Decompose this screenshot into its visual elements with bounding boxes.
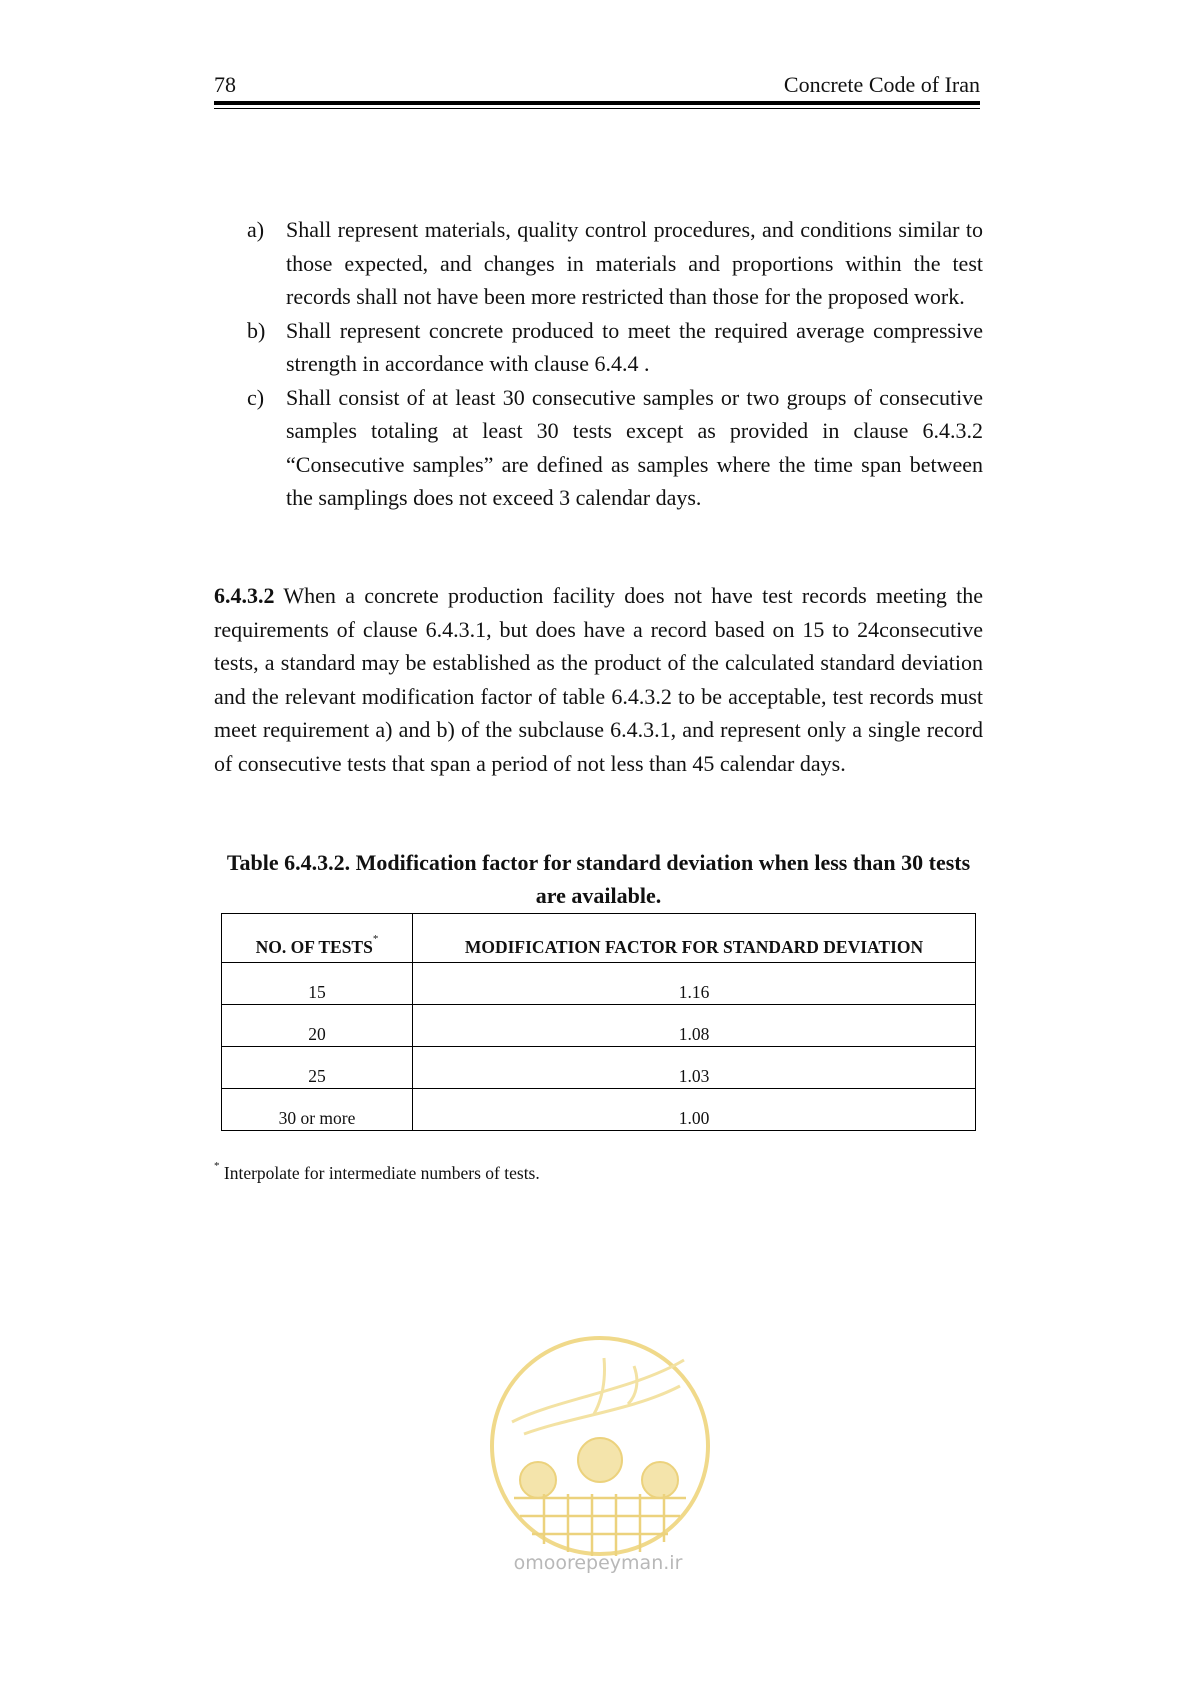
list-item (247, 381, 983, 515)
list-item-text: Shall consist of at least 30 consecutive samples or two groups of consecutive samples totaling at least 30 tests except as provided in clause 6.4.3.2 “Consecutive samples” are defined as samples where the time span between the samplings does not exceed 3 calendar days. (286, 384, 983, 510)
list-item (247, 213, 983, 314)
cell-tests: 20 (222, 1005, 413, 1047)
footnote-mark: * (372, 933, 379, 945)
column-header-factor: MODIFICATION FACTOR FOR STANDARD DEVIATION (413, 914, 976, 963)
header-rule-thick (214, 101, 980, 105)
list-marker: a) (247, 217, 265, 242)
cell-factor: 1.00 (413, 1089, 976, 1131)
clause-number: 6.4.3.2 (214, 583, 275, 608)
table-header-row (222, 914, 976, 963)
clause-paragraph (214, 579, 983, 781)
watermark-logo (484, 1330, 716, 1562)
cell-factor: 1.08 (413, 1005, 976, 1047)
header-rule-thin (214, 108, 980, 109)
clause-text: When a concrete production facility does not have test records meeting the requirements of clause 6.4.3.1, but does have a record based on 15 to 24consecutive tests, a standard may be established as the product of the calculated standard deviation and the relevant modification factor of table 6.4.3.2 to be acceptable, test records must meet requirement a) and b) of the subclause 6.4.3.1, and represent only a single record of consecutive tests that span a period of not less than 45 calendar days. (214, 583, 983, 776)
watermark-site-text: omoorepeyman.ir (513, 1552, 683, 1574)
requirements-list (247, 213, 983, 515)
list-item-text: Shall represent concrete produced to meet the required average compressive strength in accordance with clause 6.4.4 . (286, 317, 983, 376)
list-marker: c) (247, 384, 265, 410)
footnote-text: Interpolate for intermediate numbers of tests. (219, 1163, 540, 1183)
list-marker: b) (247, 317, 266, 343)
footnote-mark: * (214, 1160, 220, 1172)
column-header-tests (222, 914, 413, 963)
table-row (222, 1047, 976, 1089)
cell-tests: 30 or more (222, 1089, 413, 1131)
running-title: Concrete Code of Iran (783, 72, 980, 97)
column-header-label: NO. OF TESTS (255, 937, 373, 957)
table-row (222, 1089, 976, 1131)
list-item (247, 314, 983, 381)
cell-factor: 1.16 (413, 963, 976, 1005)
modification-factor-table (221, 913, 976, 1131)
footnote (214, 1160, 540, 1184)
list-item-text: Shall represent materials, quality control procedures, and conditions similar to those expected, and changes in materials and proportions within the test records shall not have been more restricted than those for the proposed work. (286, 217, 983, 309)
table-caption: Table 6.4.3.2. Modification factor for standard deviation when less than 30 tests are available. (226, 850, 971, 908)
page-number: 78 (214, 72, 236, 97)
cell-tests: 25 (222, 1047, 413, 1089)
table-row (222, 963, 976, 1005)
cell-factor: 1.03 (413, 1047, 976, 1089)
cell-tests: 15 (222, 963, 413, 1005)
table-row (222, 1005, 976, 1047)
